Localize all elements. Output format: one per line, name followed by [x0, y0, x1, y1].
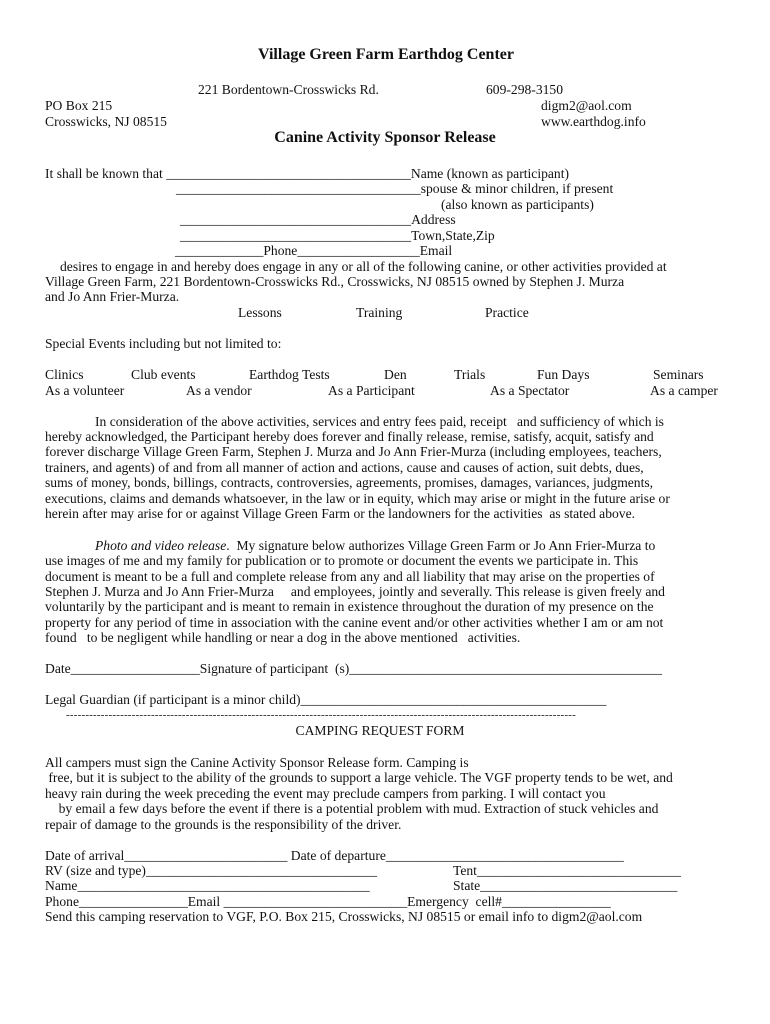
send-instructions: Send this camping reservation to VGF, P.O. Box 215, Crosswicks, NJ 08515 or email info to digm2@aol.com — [45, 909, 643, 924]
camping-form-title: CAMPING REQUEST FORM — [295, 723, 465, 738]
event-trials: Trials — [454, 367, 486, 382]
photo-release-line-1 — [95, 538, 655, 554]
street-address: 221 Bordentown-Crosswicks Rd. — [198, 82, 379, 97]
org-title: Village Green Farm Earthdog Center — [258, 46, 514, 63]
role-vendor: As a vendor — [186, 383, 252, 398]
release-line-1: In consideration of the above activities, services and entry fees paid, receipt and sufficiency of which is — [95, 414, 664, 429]
camping-line-1: All campers must sign the Canine Activity Sponsor Release form. Camping is — [45, 755, 469, 770]
photo-release-line-7: found to be negligent while handling or near a dog in the above mentioned activities. — [45, 630, 521, 645]
participants-note: (also known as participants) — [441, 197, 594, 212]
phone-email-emergency-line: Phone________________Email ___________________________Emergency cell#________________ — [45, 894, 611, 909]
address-line: __________________________________Address — [180, 212, 456, 227]
event-den: Den — [384, 367, 407, 382]
release-line-7: herein after may arise for or against Village Green Farm or the landowners for the activities as stated above. — [45, 506, 636, 521]
arrival-departure-line: Date of arrival________________________ Date of departure___________________________________ — [45, 848, 624, 863]
website: www.earthdog.info — [541, 114, 646, 129]
event-clinics: Clinics — [45, 367, 84, 382]
photo-release-line-3: document is meant to be a full and complete release from any and all liability that may arise on the properties of — [45, 569, 655, 584]
release-line-5: sums of money, bonds, billings, contracts, controversies, agreements, promises, damages, variances, judgments, — [45, 475, 654, 490]
activity-training: Training — [356, 305, 403, 320]
section-divider: ------------------------------------------------------------------------------------------------------------------------------------ — [66, 709, 576, 721]
role-spectator: As a Spectator — [490, 383, 570, 398]
phone-email-line: _____________Phone__________________Email — [175, 243, 453, 258]
photo-release-line-5: voluntarily by the participant and is meant to remain in existence throughout the duration of my presence on the — [45, 599, 654, 614]
release-line-2: hereby acknowledged, the Participant hereby does forever and finally release, remise, satisfy, acquit, satisfy and — [45, 429, 654, 444]
photo-release-line-4: Stephen J. Murza and Jo Ann Frier-Murza and employees, jointly and severally. This release is given freely and — [45, 584, 665, 599]
state-line: State_____________________________ — [453, 878, 678, 893]
role-volunteer: As a volunteer — [45, 383, 125, 398]
release-line-4: trainers, and agents) of and from all manner of action and actions, cause and causes of action, suit debts, dues, — [45, 460, 644, 475]
intro-line-1: desires to engage in and hereby does engage in any or all of the following canine, or other activities provided at — [60, 259, 667, 274]
tent-line: Tent______________________________ — [453, 863, 681, 878]
photo-release-heading: Photo and video release — [95, 538, 227, 553]
event-seminars: Seminars — [653, 367, 704, 382]
intro-line-3: and Jo Ann Frier-Murza. — [45, 289, 180, 304]
camping-line-4: by email a few days before the event if there is a potential problem with mud. Extraction of stuck vehicles and — [45, 801, 659, 816]
release-line-3: forever discharge Village Green Farm, Stephen J. Murza and Jo Ann Frier-Murza (including employees, teachers, — [45, 444, 662, 459]
release-line-6: executions, claims and demands whatsoever, in the law or in equity, which may arise or might in the future arise or — [45, 491, 670, 506]
intro-line-2: Village Green Farm, 221 Bordentown-Crosswicks Rd., Crosswicks, NJ 08515 owned by Stephen J. Murza — [45, 274, 625, 289]
photo-release-line-2: use images of me and my family for publication or to promote or document the events we participate in. This — [45, 553, 639, 568]
email-address: digm2@aol.com — [541, 98, 632, 113]
event-fun-days: Fun Days — [537, 367, 590, 382]
event-club-events: Club events — [131, 367, 196, 382]
participant-name-line: It shall be known that ____________________________________Name (known as participant) — [45, 166, 570, 181]
po-box: PO Box 215 — [45, 98, 113, 113]
rv-line: RV (size and type)__________________________________ — [45, 863, 378, 878]
role-participant: As a Participant — [328, 383, 415, 398]
activity-practice: Practice — [485, 305, 529, 320]
event-earthdog-tests: Earthdog Tests — [249, 367, 330, 382]
photo-release-line-6: property for any period of time in association with the canine event and/or other activities whether I am or am not — [45, 615, 664, 630]
form-title: Canine Activity Sponsor Release — [274, 129, 496, 146]
camping-line-3: heavy rain during the week preceding the event may preclude campers from parking. I will contact you — [45, 786, 606, 801]
photo-release-line-1-text: . My signature below authorizes Village Green Farm or Jo Ann Frier-Murza to — [226, 538, 656, 553]
legal-guardian-line: Legal Guardian (if participant is a minor child)_____________________________________________ — [45, 692, 607, 707]
city-state-zip: Crosswicks, NJ 08515 — [45, 114, 167, 129]
spouse-line: ____________________________________spouse & minor children, if present — [176, 181, 614, 196]
date-signature-line: Date___________________Signature of participant (s)______________________________________________ — [45, 661, 662, 676]
activity-lessons: Lessons — [238, 305, 282, 320]
special-events-label: Special Events including but not limited to: — [45, 336, 282, 351]
phone-number: 609-298-3150 — [486, 82, 564, 97]
camping-line-5: repair of damage to the grounds is the responsibility of the driver. — [45, 817, 402, 832]
name-line: Name___________________________________________ — [45, 878, 370, 893]
role-camper: As a camper — [650, 383, 718, 398]
camping-line-2: free, but it is subject to the ability of the grounds to support a large vehicle. The VGF property tends to be wet, and — [45, 770, 673, 785]
town-state-zip-line: __________________________________Town,State,Zip — [180, 228, 495, 243]
